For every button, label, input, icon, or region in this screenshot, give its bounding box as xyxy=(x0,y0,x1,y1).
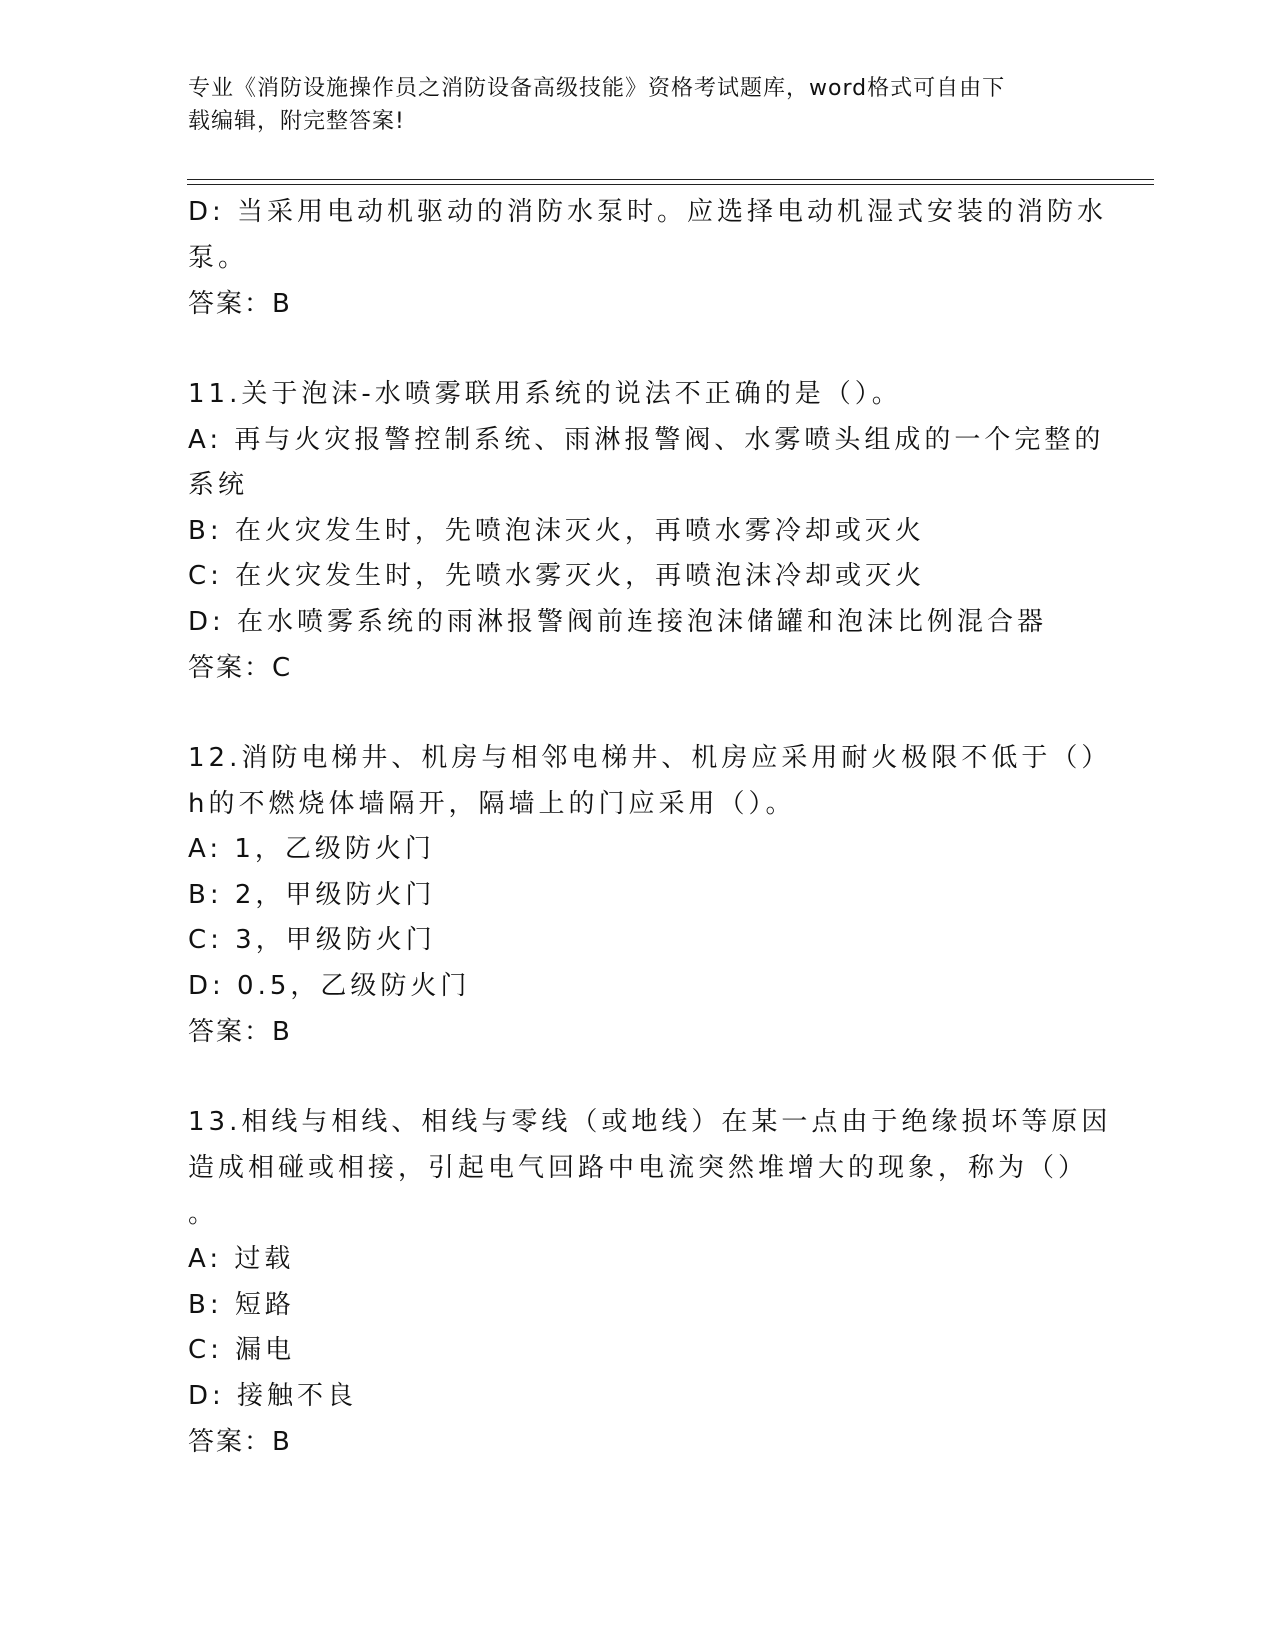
previous-question-fragment xyxy=(188,190,1108,327)
answer-line: 答案：C xyxy=(188,653,293,683)
question-stem: 11.关于泡沫-水喷雾联用系统的说法不正确的是（）。 xyxy=(188,379,902,409)
header-divider-top xyxy=(187,179,1154,180)
option-a-continued: 系统 xyxy=(188,470,249,500)
question-stem-end: 。 xyxy=(188,1199,219,1229)
question-13 xyxy=(188,1100,1112,1465)
answer-line: 答案：B xyxy=(188,1017,292,1047)
option-d: D: 在水喷雾系统的雨淋报警阀前连接泡沫储罐和泡沫比例混合器 xyxy=(188,606,1048,637)
question-stem-continued: h的不燃烧体墙隔开，隔墙上的门应采用（）。 xyxy=(188,788,796,819)
option-d: D: 接触不良 xyxy=(188,1380,358,1411)
option-a: A: 再与火灾报警控制系统、雨淋报警阀、水雾喷头组成的一个完整的 xyxy=(188,424,1105,455)
header-line-2: 载编辑，附完整答案! xyxy=(188,109,405,134)
option-b: B: 在火灾发生时，先喷泡沫灭火，再喷水雾冷却或灭火 xyxy=(188,515,925,546)
question-stem-continued: 造成相碰或相接，引起电气回路中电流突然堆增大的现象，称为（） xyxy=(188,1152,1089,1183)
option-c: C: 漏电 xyxy=(188,1335,296,1365)
question-12 xyxy=(188,736,1112,1055)
header-line-1: 专业《消防设施操作员之消防设备高级技能》资格考试题库，word格式可自由下 xyxy=(188,76,1006,101)
document-header xyxy=(188,72,1088,138)
option-b: B: 短路 xyxy=(188,1289,295,1320)
question-11 xyxy=(188,372,1105,691)
answer-line: 答案：B xyxy=(188,289,292,319)
answer-line: 答案：B xyxy=(188,1427,292,1457)
option-b: B: 2，甲级防火门 xyxy=(188,879,436,910)
question-content xyxy=(188,190,1112,1465)
option-d-continued: 泵。 xyxy=(188,242,249,273)
option-a: A: 1，乙级防火门 xyxy=(188,834,435,864)
header-divider-bottom xyxy=(187,184,1154,185)
question-stem: 13.相线与相线、相线与零线（或地线）在某一点由于绝缘损坏等原因 xyxy=(188,1107,1112,1137)
option-c: C: 在火灾发生时，先喷水雾灭火，再喷泡沫冷却或灭火 xyxy=(188,561,926,591)
option-d: D: 0.5，乙级防火门 xyxy=(188,970,471,1001)
option-a: A: 过载 xyxy=(188,1244,295,1274)
option-d: D: 当采用电动机驱动的消防水泵时。应选择电动机湿式安装的消防水 xyxy=(188,197,1108,227)
option-c: C: 3，甲级防火门 xyxy=(188,925,436,955)
question-stem: 12.消防电梯井、机房与相邻电梯井、机房应采用耐火极限不低于（） xyxy=(188,743,1112,773)
